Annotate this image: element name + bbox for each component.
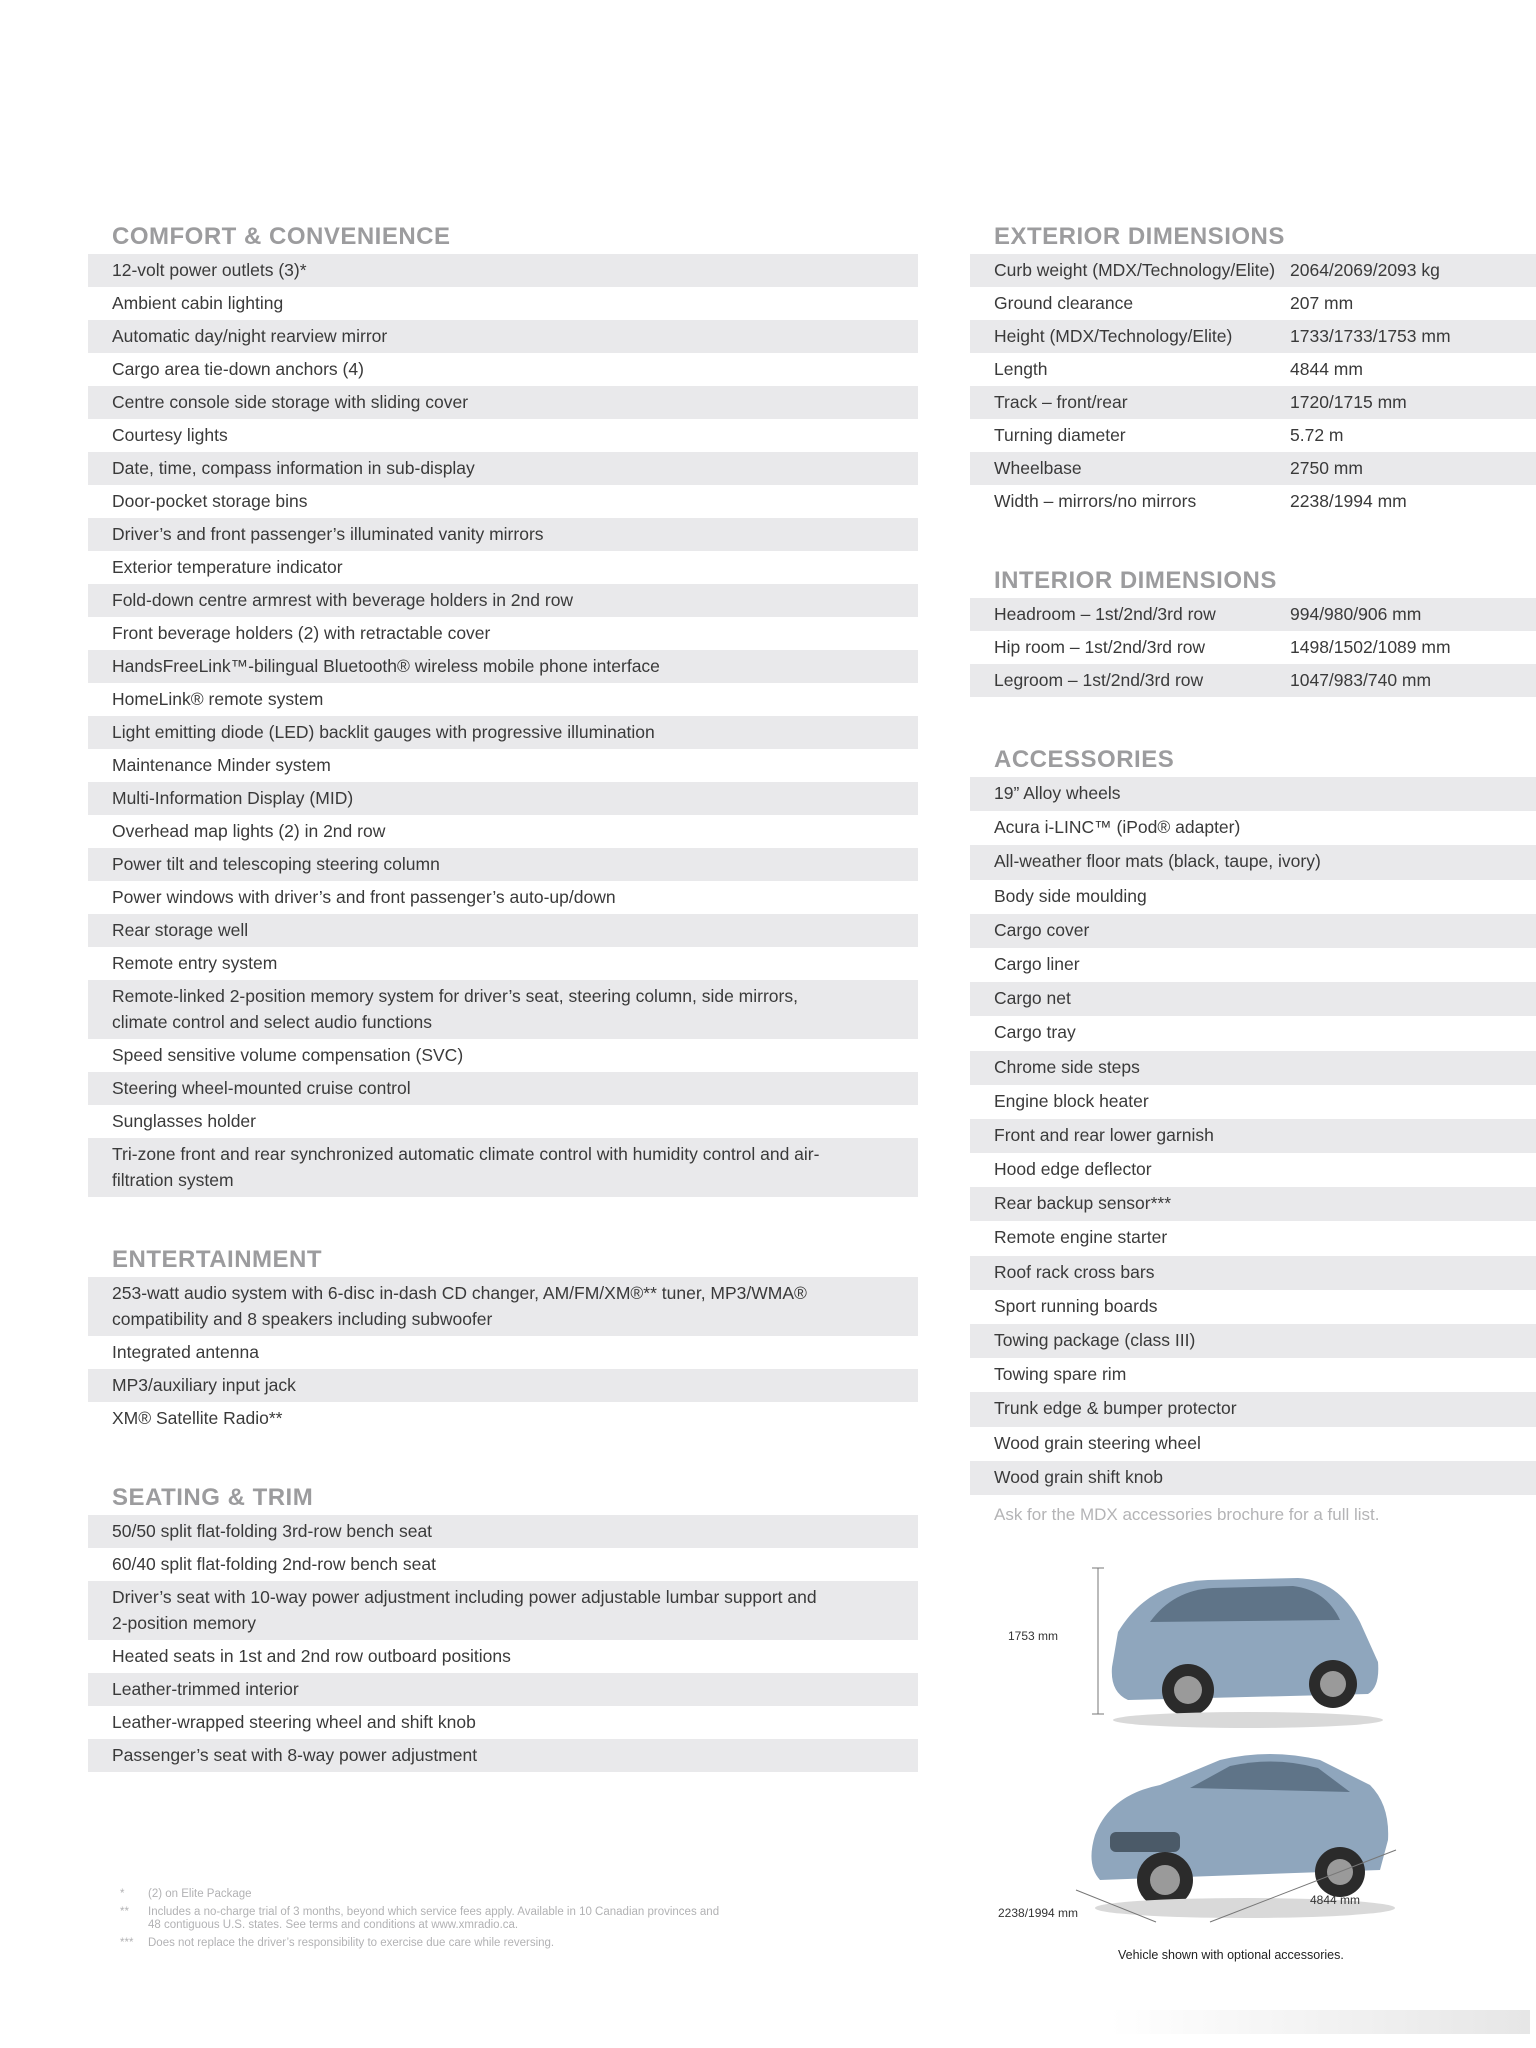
footnote	[120, 1888, 740, 1901]
exterior-dimension-row	[970, 353, 1536, 386]
width-label: 2238/1994 mm	[998, 1906, 1079, 1920]
accessory-item-text: Cargo liner	[994, 953, 1080, 974]
accessory-item-text: Wood grain shift knob	[994, 1466, 1163, 1487]
exterior-dimension-row	[970, 419, 1536, 452]
accessory-item-text: Trunk edge & bumper protector	[994, 1398, 1237, 1419]
accessories-title: ACCESSORIES	[994, 746, 1175, 773]
comfort-item	[88, 287, 918, 320]
comfort-item	[88, 881, 918, 914]
footnote-mark: **	[120, 1906, 129, 1918]
comfort-item	[88, 518, 918, 551]
exterior-dimension-row	[970, 287, 1536, 320]
accessory-item-text: All-weather floor mats (black, taupe, ivory)	[994, 851, 1321, 872]
comfort-item-text: Remote entry system	[112, 953, 278, 973]
comfort-item	[88, 716, 918, 749]
exterior-section	[970, 220, 1536, 518]
comfort-item-text: Front beverage holders (2) with retractable cover	[112, 623, 491, 643]
accessory-item	[970, 1187, 1536, 1221]
comfort-item-text: HomeLink® remote system	[112, 689, 324, 709]
exterior-dimension-row-label: Width – mirrors/no mirrors	[994, 491, 1197, 511]
exterior-dimension-row-value: 2750 mm	[1290, 458, 1363, 478]
comfort-item	[88, 254, 918, 287]
comfort-item	[88, 1105, 918, 1138]
comfort-item-text: Ambient cabin lighting	[112, 293, 284, 313]
entertainment-item	[88, 1336, 918, 1369]
interior-dimension-row-label: Legroom – 1st/2nd/3rd row	[994, 670, 1204, 690]
interior-list	[970, 598, 1536, 697]
comfort-item	[88, 1138, 918, 1197]
seating-item	[88, 1581, 918, 1640]
exterior-dimension-row	[970, 485, 1536, 518]
accessory-item	[970, 1392, 1536, 1426]
interior-title: INTERIOR DIMENSIONS	[994, 567, 1277, 594]
accessory-item	[970, 1427, 1536, 1461]
footnote-mark: ***	[120, 1937, 134, 1949]
comfort-item	[88, 485, 918, 518]
comfort-item	[88, 386, 918, 419]
comfort-item	[88, 617, 918, 650]
footnote	[120, 1906, 740, 1932]
interior-dimension-row-value: 1047/983/740 mm	[1290, 670, 1432, 690]
accessory-item	[970, 1461, 1536, 1495]
comfort-item	[88, 782, 918, 815]
accessory-item-text: Body side moulding	[994, 885, 1147, 906]
accessory-item	[970, 1221, 1536, 1255]
comfort-item	[88, 1039, 918, 1072]
accessory-item-text: Cargo cover	[994, 919, 1090, 940]
entertainment-item-text: Integrated antenna	[112, 1342, 259, 1362]
interior-dimension-row	[970, 664, 1536, 697]
exterior-dimension-row-value: 2238/1994 mm	[1290, 491, 1407, 511]
comfort-item-text: Fold-down centre armrest with beverage holders in 2nd row	[112, 590, 574, 610]
accessory-item-text: Towing spare rim	[994, 1364, 1127, 1385]
seating-item-text: 50/50 split flat-folding 3rd-row bench seat	[112, 1521, 433, 1541]
seating-item-text: Leather-wrapped steering wheel and shift knob	[112, 1712, 476, 1732]
comfort-item	[88, 980, 918, 1039]
exterior-dimension-row-label: Length	[994, 359, 1048, 379]
accessory-item	[970, 914, 1536, 948]
accessory-item-text: 19” Alloy wheels	[994, 783, 1121, 803]
comfort-item	[88, 650, 918, 683]
exterior-dimension-row-label: Track – front/rear	[994, 392, 1128, 412]
seating-item-text: Passenger’s seat with 8-way power adjustment	[112, 1745, 478, 1765]
entertainment-list	[88, 1277, 918, 1435]
footnote-text: (2) on Elite Package	[148, 1888, 252, 1900]
seating-item-text: 60/40 split flat-folding 2nd-row bench seat	[112, 1554, 436, 1574]
seating-item	[88, 1739, 918, 1772]
exterior-dimension-row-label: Height (MDX/Technology/Elite)	[994, 326, 1233, 346]
figure-caption: Vehicle shown with optional accessories.	[1118, 1948, 1344, 1962]
accessory-item	[970, 948, 1536, 982]
entertainment-item	[88, 1369, 918, 1402]
accessory-item-text: Cargo net	[994, 988, 1071, 1009]
seating-title: SEATING & TRIM	[112, 1484, 314, 1511]
accessory-item-text: Engine block heater	[994, 1090, 1149, 1111]
entertainment-title: ENTERTAINMENT	[112, 1246, 323, 1273]
accessory-item	[970, 1016, 1536, 1050]
comfort-title: COMFORT & CONVENIENCE	[112, 223, 451, 250]
comfort-item-text: Driver’s and front passenger’s illuminated vanity mirrors	[112, 524, 544, 544]
footnote-mark: *	[120, 1888, 125, 1900]
accessory-item	[970, 880, 1536, 914]
length-label: 4844 mm	[1310, 1893, 1361, 1907]
accessory-item	[970, 811, 1536, 845]
accessory-item-text: Remote engine starter	[994, 1227, 1168, 1248]
seating-section	[88, 1481, 918, 1772]
footnote-text: Does not replace the driver’s responsibility to exercise due care while reversing.	[148, 1937, 555, 1949]
exterior-dimension-row-value: 2064/2069/2093 kg	[1290, 260, 1440, 280]
entertainment-item	[88, 1402, 918, 1435]
interior-dimension-row	[970, 598, 1536, 631]
accessories-list	[970, 777, 1536, 1495]
interior-dimension-row	[970, 631, 1536, 664]
exterior-dimension-row-value: 1720/1715 mm	[1290, 392, 1407, 412]
accessory-item	[970, 1153, 1536, 1187]
footnotes	[120, 1888, 740, 1955]
left-column	[88, 220, 918, 1818]
comfort-item	[88, 749, 918, 782]
accessory-item-text: Acura i-LINC™ (iPod® adapter)	[994, 817, 1241, 838]
comfort-item-text: Date, time, compass information in sub-display	[112, 458, 475, 478]
comfort-item	[88, 1072, 918, 1105]
accessory-item-text: Hood edge deflector	[994, 1159, 1152, 1180]
comfort-item-text: Remote-linked 2-position memory system for driver’s seat, steering column, side mirrors, climate control and select audio functions	[112, 986, 798, 1032]
seating-list	[88, 1515, 918, 1772]
comfort-item-text: Maintenance Minder system	[112, 755, 331, 775]
entertainment-item-text: MP3/auxiliary input jack	[112, 1375, 296, 1395]
accessory-item-text: Sport running boards	[994, 1295, 1158, 1316]
interior-dimension-row-label: Headroom – 1st/2nd/3rd row	[994, 604, 1216, 624]
comfort-item	[88, 419, 918, 452]
comfort-item-text: Sunglasses holder	[112, 1111, 256, 1131]
comfort-item	[88, 551, 918, 584]
comfort-item	[88, 848, 918, 881]
comfort-item	[88, 683, 918, 716]
seating-item	[88, 1640, 918, 1673]
seating-item-text: Leather-trimmed interior	[112, 1679, 299, 1699]
accessory-item	[970, 1358, 1536, 1392]
accessory-item	[970, 777, 1536, 811]
comfort-item-text: Speed sensitive volume compensation (SVC)	[112, 1045, 464, 1065]
accessory-item-text: Front and rear lower garnish	[994, 1124, 1214, 1145]
comfort-item-text: 12-volt power outlets (3)*	[112, 260, 307, 280]
vehicle-dimensions-figure	[980, 1550, 1440, 1970]
seating-item-text: Driver’s seat with 10-way power adjustment including power adjustable lumbar support and 2-position memory	[112, 1587, 817, 1633]
comfort-item-text: Power tilt and telescoping steering column	[112, 854, 440, 874]
exterior-dimension-row-label: Ground clearance	[994, 293, 1134, 313]
comfort-item-text: Overhead map lights (2) in 2nd row	[112, 821, 386, 841]
interior-dimension-row-value: 994/980/906 mm	[1290, 604, 1422, 624]
accessory-item	[970, 1256, 1536, 1290]
comfort-item-text: Cargo area tie-down anchors (4)	[112, 359, 364, 379]
accessory-item	[970, 845, 1536, 879]
comfort-item-text: Automatic day/night rearview mirror	[112, 326, 388, 346]
decorative-corner-mark	[1110, 2000, 1530, 2040]
right-column	[970, 220, 1536, 1571]
entertainment-item	[88, 1277, 918, 1336]
comfort-item-text: Courtesy lights	[112, 425, 228, 445]
exterior-list	[970, 254, 1536, 518]
comfort-item	[88, 452, 918, 485]
comfort-list	[88, 254, 918, 1197]
interior-dimension-row-label: Hip room – 1st/2nd/3rd row	[994, 637, 1206, 657]
accessory-item	[970, 1119, 1536, 1153]
exterior-dimension-row	[970, 254, 1536, 287]
accessory-item-text: Roof rack cross bars	[994, 1261, 1155, 1282]
accessory-item	[970, 1085, 1536, 1119]
comfort-item-text: Door-pocket storage bins	[112, 491, 308, 511]
exterior-dimension-row-value: 5.72 m	[1290, 425, 1344, 445]
seating-item	[88, 1673, 918, 1706]
comfort-item-text: Steering wheel-mounted cruise control	[112, 1078, 411, 1098]
comfort-item	[88, 914, 918, 947]
comfort-item-text: Rear storage well	[112, 920, 249, 940]
accessory-item-text: Wood grain steering wheel	[994, 1432, 1201, 1453]
exterior-dimension-row-value: 4844 mm	[1290, 359, 1363, 379]
comfort-item	[88, 320, 918, 353]
comfort-item	[88, 584, 918, 617]
accessory-item	[970, 1051, 1536, 1085]
exterior-dimension-row	[970, 320, 1536, 353]
seating-item	[88, 1548, 918, 1581]
exterior-title: EXTERIOR DIMENSIONS	[994, 223, 1285, 250]
entertainment-item-text: XM® Satellite Radio**	[112, 1408, 283, 1428]
accessory-item-text: Chrome side steps	[994, 1056, 1140, 1077]
accessory-item-text: Towing package (class III)	[994, 1330, 1196, 1350]
interior-section	[970, 564, 1536, 697]
comfort-item-text: Tri-zone front and rear synchronized automatic climate control with humidity control and air-filtration system	[112, 1144, 820, 1190]
exterior-dimension-row	[970, 452, 1536, 485]
exterior-dimension-row-label: Wheelbase	[994, 458, 1082, 478]
footnote-text: Includes a no-charge trial of 3 months, beyond which service fees apply. Available in 10 Canadian provinces and 48 contiguous U.S. states. See terms and conditions at www.xmradio.ca.	[148, 1906, 720, 1931]
accessory-item	[970, 1290, 1536, 1324]
accessory-item-text: Rear backup sensor***	[994, 1193, 1172, 1214]
comfort-item-text: Centre console side storage with sliding cover	[112, 392, 469, 412]
exterior-dimension-row-label: Turning diameter	[994, 425, 1126, 445]
seating-item-text: Heated seats in 1st and 2nd row outboard positions	[112, 1646, 511, 1666]
accessories-section	[970, 743, 1536, 1525]
interior-dimension-row-value: 1498/1502/1089 mm	[1290, 637, 1451, 657]
entertainment-item-text: 253-watt audio system with 6-disc in-dash CD changer, AM/FM/XM®** tuner, MP3/WMA® compatibility and 8 speakers including subwoofer	[112, 1283, 807, 1329]
comfort-item-text: Exterior temperature indicator	[112, 557, 343, 577]
comfort-item-text: Multi-Information Display (MID)	[112, 788, 354, 808]
height-label: 1753 mm	[1008, 1629, 1059, 1643]
comfort-item-text: Power windows with driver’s and front passenger’s auto-up/down	[112, 887, 616, 907]
exterior-dimension-row-label: Curb weight (MDX/Technology/Elite)	[994, 260, 1276, 280]
exterior-dimension-row-value: 1733/1733/1753 mm	[1290, 326, 1451, 346]
accessories-note: Ask for the MDX accessories brochure for a full list.	[994, 1504, 1380, 1524]
comfort-item	[88, 815, 918, 848]
accessory-item	[970, 1324, 1536, 1358]
accessory-item	[970, 982, 1536, 1016]
exterior-dimension-row	[970, 386, 1536, 419]
comfort-item	[88, 947, 918, 980]
comfort-section	[88, 220, 918, 1197]
exterior-dimension-row-value: 207 mm	[1290, 293, 1354, 313]
seating-item	[88, 1706, 918, 1739]
entertainment-section	[88, 1243, 918, 1435]
vehicle-rear-image	[1088, 1562, 1388, 1732]
accessory-item-text: Cargo tray	[994, 1022, 1076, 1043]
comfort-item-text: Light emitting diode (LED) backlit gauges with progressive illumination	[112, 722, 655, 742]
comfort-item	[88, 353, 918, 386]
comfort-item-text: HandsFreeLink™-bilingual Bluetooth® wireless mobile phone interface	[112, 656, 660, 676]
seating-item	[88, 1515, 918, 1548]
footnote	[120, 1937, 740, 1950]
